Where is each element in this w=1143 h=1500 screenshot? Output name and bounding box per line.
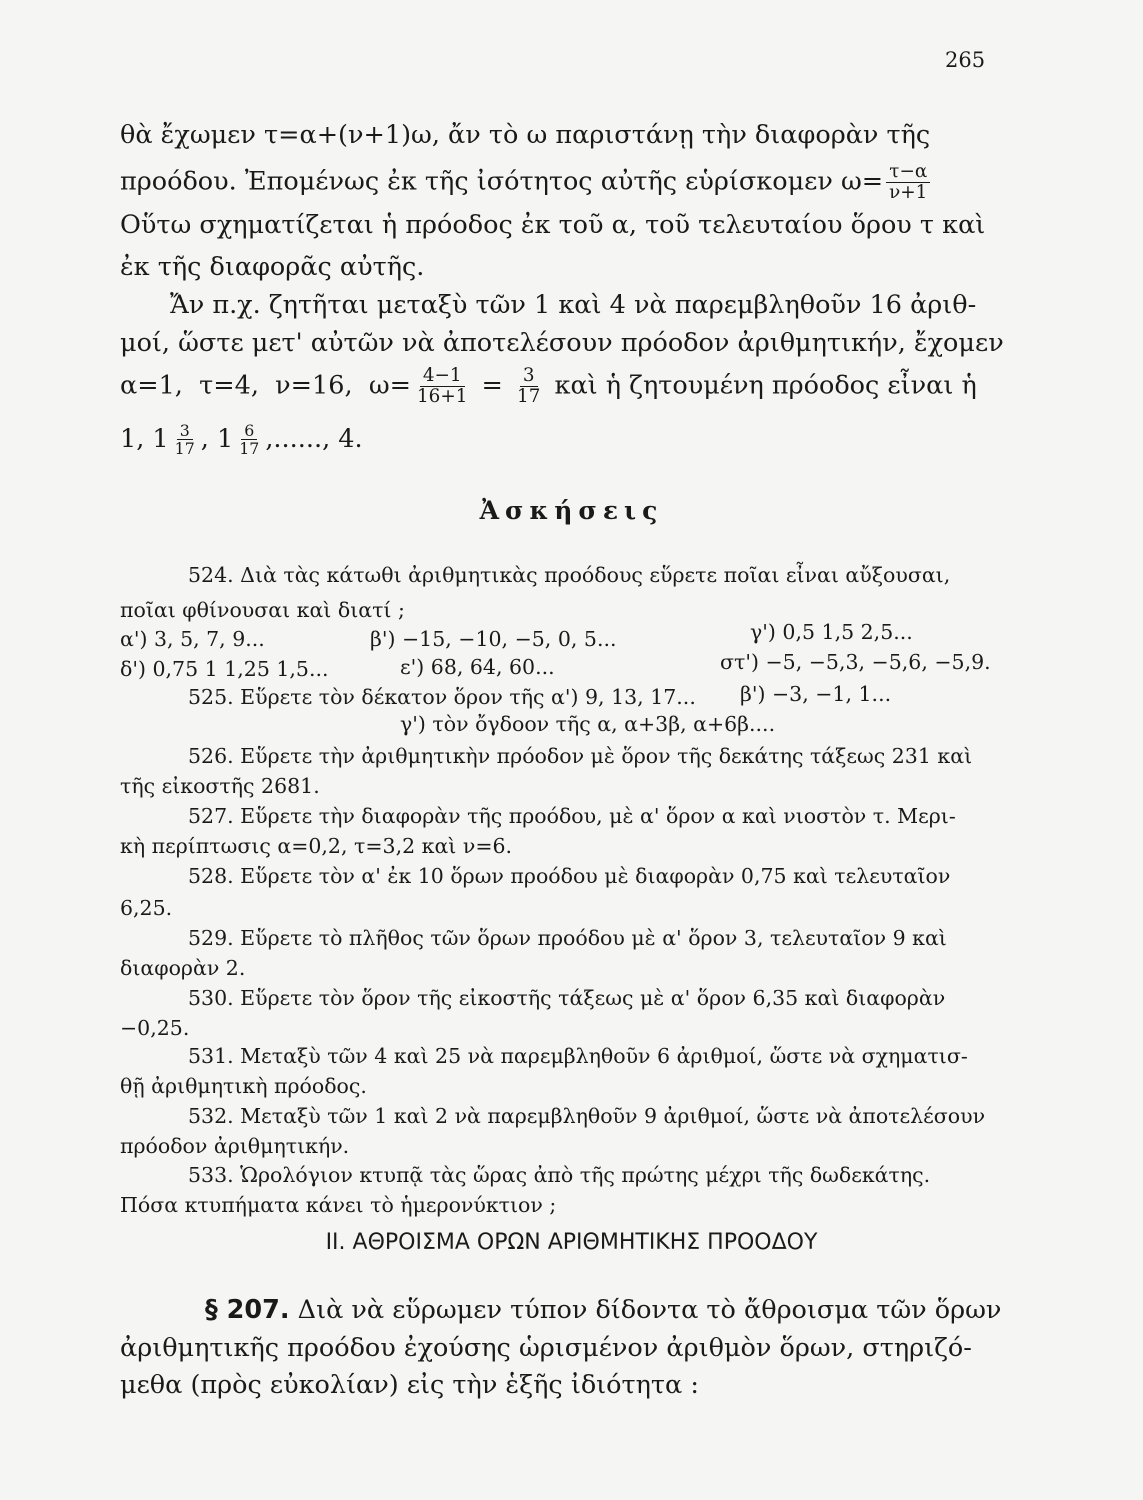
sequence-end: ,......, 4. xyxy=(265,423,363,454)
fraction-denominator: 16+1 xyxy=(416,386,468,408)
exercise-line: 527. Εὕρετε τὴν διαφορὰν τῆς προόδου, μὲ α' ὅρον α καὶ νιοστὸν τ. Μερι- xyxy=(188,804,956,828)
exercise-option: β') −3, −1, 1... xyxy=(740,682,892,706)
fraction-numerator: 6 xyxy=(241,422,257,440)
fraction-denominator: 17 xyxy=(517,386,541,408)
exercise-line: τῆς εἰκοστῆς 2681. xyxy=(120,774,320,798)
fraction-numerator: 4−1 xyxy=(420,366,465,387)
paragraph-line xyxy=(120,162,1010,203)
exercise-line: 529. Εὕρετε τὸ πλῆθος τῶν ὅρων προόδου μὲ α' ὅρον 3, τελευταῖον 9 καὶ xyxy=(188,926,947,950)
formula-t: τ=4, xyxy=(199,370,259,401)
exercise-line: 526. Εὕρετε τὴν ἀριθμητικὴν πρόοδον μὲ ὅρον τῆς δεκάτης τάξεως 231 καὶ xyxy=(188,744,973,768)
formula-rest: καὶ ἡ ζητουμένη πρόοδος εἶναι ἡ xyxy=(554,370,977,401)
example-line: μοί, ὥστε μετ' αὐτῶν νὰ ἀποτελέσουν πρόοδον ἀριθμητικήν, ἔχομεν xyxy=(120,328,1004,358)
exercise-line: 524. Διὰ τὰς κάτωθι ἀριθμητικὰς προόδους εὕρετε ποῖαι εἶναι αὔξουσαι, xyxy=(188,563,951,587)
exercise-line: 532. Μεταξὺ τῶν 1 καὶ 2 νὰ παρεμβληθοῦν 9 ἀριθμοί, ὥστε νὰ ἀποτελέσουν xyxy=(188,1104,986,1128)
page-number: 265 xyxy=(945,48,986,72)
fraction-numerator: 3 xyxy=(177,422,193,440)
section-title: II. ΑΘΡΟΙΣΜΑ ΟΡΩΝ ΑΡΙΘΜΗΤΙΚΗΣ ΠΡΟΟΔΟΥ xyxy=(325,1230,818,1255)
exercise-line: 530. Εὕρετε τὸν ὅρον τῆς εἰκοστῆς τάξεως μὲ α' ὅρον 6,35 καὶ διαφορὰν xyxy=(188,986,946,1010)
exercise-option: α') 3, 5, 7, 9... xyxy=(120,627,265,651)
formula-w: ω= xyxy=(368,370,411,401)
fraction xyxy=(236,422,262,458)
fraction xyxy=(172,422,198,458)
exercise-line: 6,25. xyxy=(120,896,173,920)
paragraph-line-text: προόδου. Ἐπομένως ἐκ τῆς ἰσότητος αὐτῆς εὑρίσκομεν ω= xyxy=(120,166,884,197)
sequence-mid: , 1 xyxy=(200,423,234,454)
fraction-denominator: ν+1 xyxy=(889,182,928,204)
paragraph-line: Οὕτω σχηματίζεται ἡ πρόοδος ἐκ τοῦ α, τοῦ τελευταίου ὅρου τ καὶ xyxy=(120,210,986,240)
exercise-option: β') −15, −10, −5, 0, 5... xyxy=(370,627,617,651)
section-line xyxy=(205,1295,1015,1325)
exercises-heading: Ἀσκήσεις xyxy=(479,496,664,525)
formula-v: ν=16, xyxy=(275,370,353,401)
example-line: Ἄν π.χ. ζητῆται μεταξὺ τῶν 1 καὶ 4 νὰ παρεμβληθοῦν 16 ἀριθ- xyxy=(170,290,977,320)
fraction-denominator: 17 xyxy=(239,439,260,459)
formula-a: α=1, xyxy=(120,370,183,401)
fraction xyxy=(414,366,470,407)
paragraph-line: θὰ ἔχωμεν τ=α+(ν+1)ω, ἄν τὸ ω παριστάνῃ τὴν διαφορὰν τῆς xyxy=(120,120,931,150)
example-formula-line xyxy=(120,366,1010,407)
fraction-numerator: 3 xyxy=(520,366,538,387)
exercise-line: −0,25. xyxy=(120,1016,190,1040)
equals-sign: = xyxy=(481,370,503,401)
exercise-line: 533. Ὡρολόγιον κτυπᾷ τὰς ὥρας ἀπὸ τῆς πρώτης μέχρι τῆς δωδεκάτης. xyxy=(188,1163,931,1187)
fraction-denominator: 17 xyxy=(174,439,195,459)
exercise-option: στ') −5, −5,3, −5,6, −5,9. xyxy=(720,650,991,674)
section-text: Διὰ νὰ εὕρωμεν τύπον δίδοντα τὸ ἄθροισμα τῶν ὅρων xyxy=(297,1295,1002,1325)
fraction xyxy=(886,162,930,203)
exercise-line: Πόσα κτυπήματα κάνει τὸ ἡμερονύκτιον ; xyxy=(120,1193,557,1217)
exercise-option: δ') 0,75 1 1,25 1,5... xyxy=(120,657,329,681)
exercise-line: γ') τὸν ὄγδοον τῆς α, α+3β, α+6β.... xyxy=(400,712,776,736)
exercise-line: 531. Μεταξὺ τῶν 4 καὶ 25 νὰ παρεμβληθοῦν 6 ἀριθμοί, ὥστε νὰ σχηματισ- xyxy=(188,1044,968,1068)
exercise-line: πρόοδον ἀριθμητικήν. xyxy=(120,1134,350,1158)
exercise-line: κὴ περίπτωσις α=0,2, τ=3,2 καὶ ν=6. xyxy=(120,834,513,858)
fraction-numerator: τ−α xyxy=(886,162,930,183)
example-sequence-line xyxy=(120,422,1010,458)
exercise-option: ε') 68, 64, 60... xyxy=(400,655,555,679)
exercise-line: διαφορὰν 2. xyxy=(120,956,246,980)
exercise-line: ποῖαι φθίνουσαι καὶ διατί ; xyxy=(120,598,405,622)
section-line: ἀριθμητικῆς προόδου ἐχούσης ὡρισμένον ἀριθμὸν ὅρων, στηριζό- xyxy=(120,1333,972,1363)
exercise-line: θῇ ἀριθμητικὴ πρόοδος. xyxy=(120,1074,367,1098)
section-number: § 207. xyxy=(205,1295,290,1325)
exercise-option: γ') 0,5 1,5 2,5... xyxy=(750,620,913,644)
paragraph-line: ἐκ τῆς διαφορᾶς αὐτῆς. xyxy=(120,252,425,282)
exercise-line: 525. Εὕρετε τὸν δέκατον ὅρον τῆς α') 9, 13, 17... xyxy=(188,685,696,709)
sequence-start: 1, 1 xyxy=(120,423,169,454)
fraction xyxy=(514,366,543,407)
section-line: μεθα (πρὸς εὐκολίαν) εἰς τὴν ἑξῆς ἰδιότητα : xyxy=(120,1370,699,1400)
exercise-line: 528. Εὕρετε τὸν α' ἐκ 10 ὅρων προόδου μὲ διαφορὰν 0,75 καὶ τελευταῖον xyxy=(188,864,951,888)
